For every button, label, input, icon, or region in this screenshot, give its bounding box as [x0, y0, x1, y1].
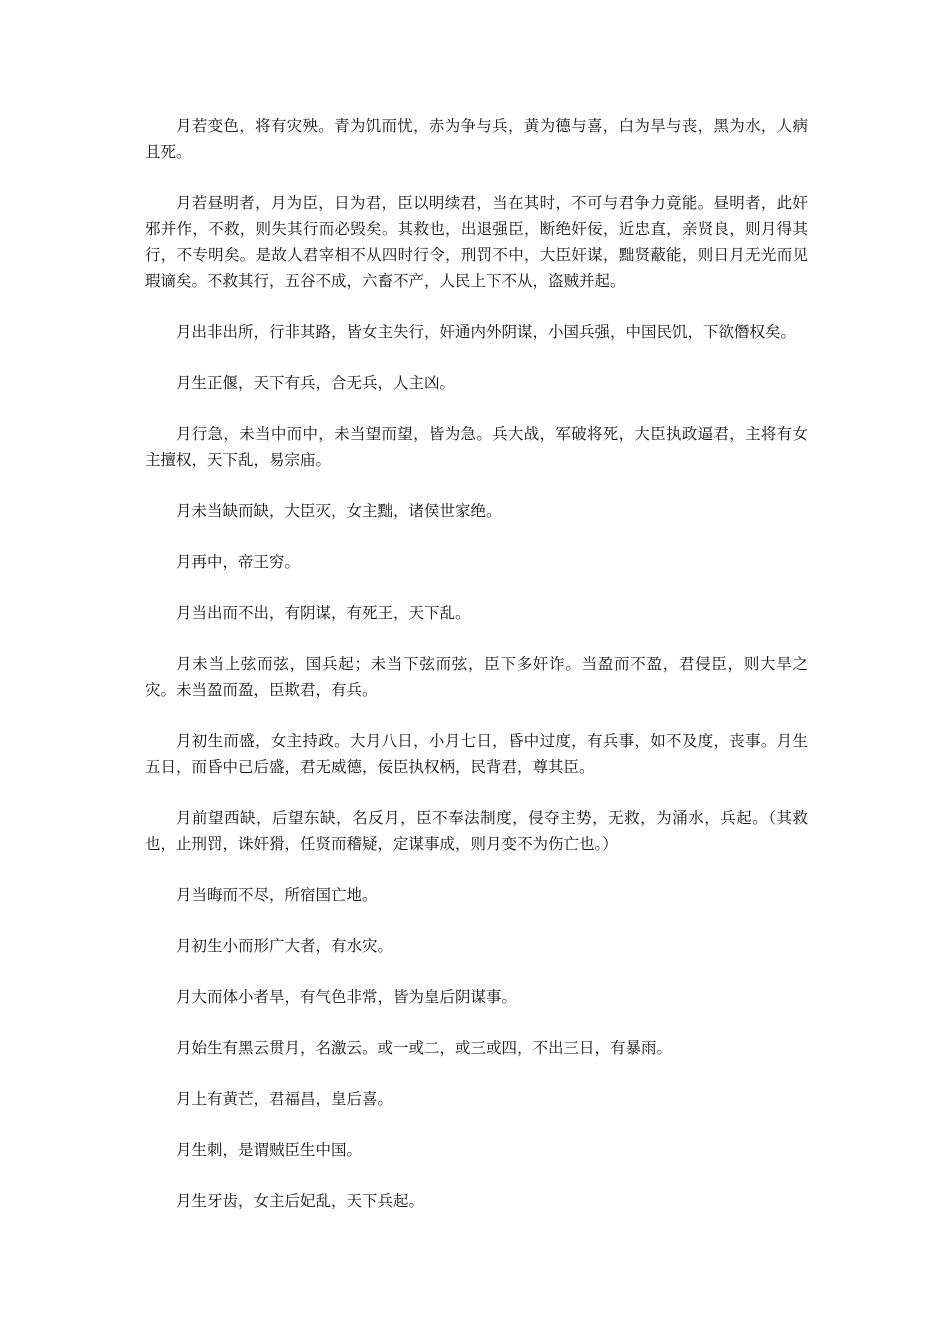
paragraph-yellow-rays: 月上有黄芒，君福昌，皇后喜。 — [176, 1090, 394, 1108]
paragraph-born-supine: 月生正偃，天下有兵，合无兵，人主凶。 — [176, 374, 456, 392]
paragraph-thorns: 月生刺，是谓贼臣生中国。 — [176, 1141, 363, 1159]
paragraph-small-wide-form: 月初生小而形广大者，有水灾。 — [176, 937, 394, 955]
paragraph-daytime-bright: 月若昼明者，月为臣，日为君，臣以明续君，当在其时，不可与君争力竟能。昼明者，此奸邪并作，不救，则失其行而必毁矣。其救也，出退强臣，断绝奸佞，近忠直，亲贤良，则月得其行，不专明矣。是故人君宰相不从四时行令，刑罚不中，大臣奸谋，黜贤蔽能，则日月无光而见瑕谪矣。不救其行，五谷不成，六畜不产，人民上下不从，盗贼并起。 — [145, 194, 808, 290]
paragraph-reverse-moon: 月前望西缺，后望东缺，名反月，臣不奉法制度，侵夺主势，无救，为涌水，兵起。（其救也，止刑罚，诛奸猾，任贤而稽疑，定谋事成，则月变不为伤亡也。） — [145, 809, 808, 853]
paragraph-wrong-path: 月出非出所，行非其路，皆女主失行，奸通内外阴谋，小国兵强，中国民饥，下欲僭权矣。 — [176, 323, 797, 341]
paragraph-untimely-wane: 月未当缺而缺，大臣灭，女主黜，诸侯世家绝。 — [176, 502, 502, 520]
paragraph-dark-moon-visible: 月当晦而不尽，所宿国亡地。 — [176, 886, 378, 904]
paragraph-color-change: 月若变色，将有灾殃。青为饥而忧，赤为争与兵，黄为德与喜，白为旱与丧，黑为水，人病且死。 — [145, 117, 808, 161]
paragraph-large-small-body: 月大而体小者旱，有气色非常，皆为皇后阴谋事。 — [176, 988, 518, 1006]
paragraph-untimely-quarter: 月未当上弦而弦，国兵起；未当下弦而弦，臣下多奸诈。当盈而不盈，君侵臣，则大旱之灾。未当盈而盈，臣欺君，有兵。 — [145, 655, 808, 699]
paragraph-moves-fast: 月行急，未当中而中，未当望而望，皆为急。兵大战，军破将死，大臣执政逼君，主将有女主擅权，天下乱，易宗庙。 — [145, 425, 808, 469]
paragraph-culminates-twice: 月再中，帝王穷。 — [176, 553, 301, 571]
paragraph-new-moon-bright: 月初生而盛，女主持政。大月八日，小月七日，昏中过度，有兵事，如不及度，丧事。月生五日，而昏中已后盛，君无威德，佞臣执权柄，民背君，尊其臣。 — [145, 732, 808, 776]
paragraph-black-cloud: 月始生有黑云贯月，名激云。或一或二，或三或四，不出三日，有暴雨。 — [176, 1039, 673, 1057]
paragraph-teeth: 月生牙齿，女主后妃乱，天下兵起。 — [176, 1192, 425, 1210]
document-body — [145, 113, 808, 1239]
paragraph-fails-to-rise: 月当出而不出，有阴谋，有死王，天下乱。 — [176, 604, 471, 622]
